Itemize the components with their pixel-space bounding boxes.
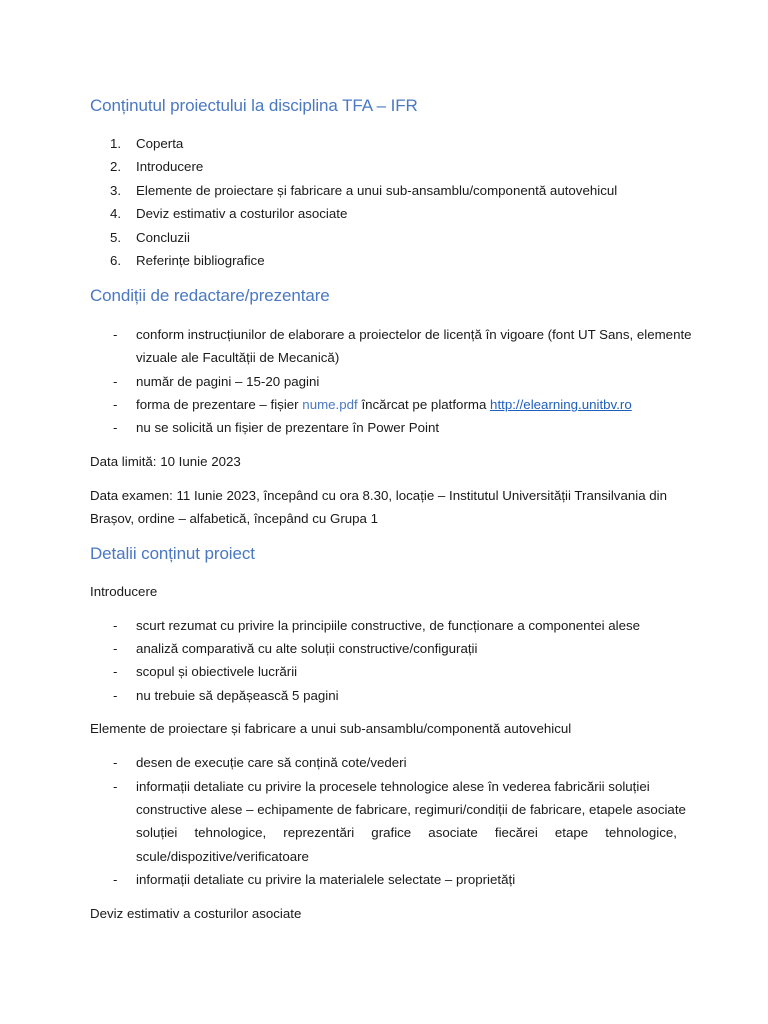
dash-bullet: - [113,688,118,703]
word: reprezentări [283,825,355,840]
dash-bullet: - [113,374,118,389]
dash-bullet: - [113,327,118,342]
conditions-heading: Condiții de redactare/prezentare [90,286,330,305]
condition-item-1-cont: vizuale ale Facultății de Mecanică) [136,350,340,365]
word: grafice [371,825,412,840]
intro-item-4: nu trebuie să depășească 5 pagini [136,688,339,703]
condition-item-3-text-b: încărcat pe platforma [357,397,491,412]
content-heading: Conținutul proiectului la disciplina TFA – IFR [90,96,418,115]
word: asociate [428,825,478,840]
word: etape [554,825,589,840]
design-item-2-line-3 [136,824,677,842]
pdf-filename: nume.pdf [302,397,358,412]
design-item-2-line-4: scule/dispozitive/verificatoare [136,849,309,864]
word: tehnologice, [194,825,267,840]
list-item-introducere: Introducere [136,159,204,174]
details-heading: Detalii conținut proiect [90,544,255,563]
elearning-link[interactable]: http://elearning.unitbv.ro [490,397,632,412]
intro-item-2: analiză comparativă cu alte soluții constructive/configurații [136,641,478,656]
exam-text-line-1: Data examen: 11 Iunie 2023, începând cu ora 8.30, locație – Institutul Universității Transilvania din [90,488,668,503]
dash-bullet: - [113,755,118,770]
list-number: 5. [110,230,122,245]
list-number: 1. [110,136,122,151]
list-number: 2. [110,159,122,174]
dash-bullet: - [113,779,118,794]
word: fiecărei [494,825,538,840]
word: soluției [136,825,178,840]
list-item-elemente: Elemente de proiectare și fabricare a unui sub-ansamblu/componentă autovehicul [136,183,618,198]
condition-item-4: nu se solicită un fișier de prezentare în Power Point [136,420,440,435]
design-item-1: desen de execuție care să conțină cote/vederi [136,755,407,770]
dash-bullet: - [113,872,118,887]
deadline-text: Data limită: 10 Iunie 2023 [90,454,241,469]
design-item-2-line-1: informații detaliate cu privire la procesele tehnologice alese în vederea fabricării soluției [136,779,650,794]
cost-label: Deviz estimativ a costurilor asociate [90,906,302,921]
dash-bullet: - [113,397,118,412]
exam-text-line-2: Brașov, ordine – alfabetică, începând cu Grupa 1 [90,511,379,526]
intro-item-1: scurt rezumat cu privire la principiile constructive, de funcționare a componentei alese [136,618,641,633]
dash-bullet: - [113,420,118,435]
dash-bullet: - [113,641,118,656]
condition-item-3-text-a: forma de prezentare – fișier [136,397,303,412]
list-number: 6. [110,253,122,268]
design-item-3: informații detaliate cu privire la materialele selectate – proprietăți [136,872,516,887]
list-number: 3. [110,183,122,198]
list-number: 4. [110,206,122,221]
list-item-coperta: Coperta [136,136,184,151]
design-label: Elemente de proiectare și fabricare a unui sub-ansamblu/componentă autovehicul [90,721,572,736]
condition-item-1: conform instrucțiunilor de elaborare a proiectelor de licență în vigoare (font UT Sans, elemente [136,327,692,342]
dash-bullet: - [113,664,118,679]
design-item-2-line-2: constructive alese – echipamente de fabricare, regimuri/condiții de fabricare, etapele asociate [136,802,686,817]
list-item-referinte: Referințe bibliografice [136,253,265,268]
list-item-concluzii: Concluzii [136,230,190,245]
condition-item-3 [136,396,632,414]
word: tehnologice, [605,825,677,840]
list-item-deviz: Deviz estimativ a costurilor asociate [136,206,348,221]
intro-item-3: scopul și obiectivele lucrării [136,664,298,679]
intro-label: Introducere [90,584,158,599]
condition-item-2: număr de pagini – 15-20 pagini [136,374,320,389]
dash-bullet: - [113,618,118,633]
